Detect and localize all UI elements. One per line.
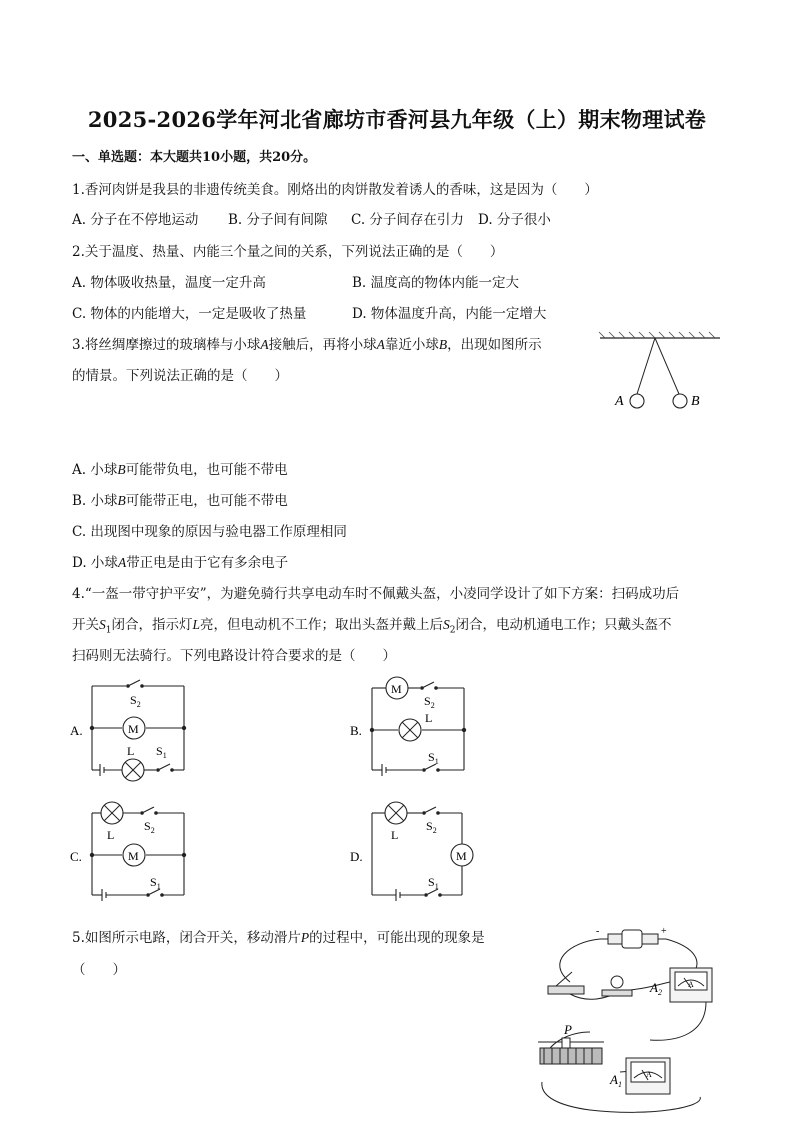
question-5-stem: 5.如图所示电路，闭合开关，移动滑片P的过程中，可能出现的现象是 — [72, 930, 485, 946]
svg-text:+: + — [661, 926, 667, 937]
svg-text:S2: $S_2$ — [130, 693, 141, 709]
svg-text:L: L — [391, 828, 399, 842]
svg-text:A: A — [646, 1070, 652, 1079]
question-3-option-b: B. 小球B可能带正电，也可能不带电 — [72, 493, 288, 509]
question-1-option-c: C. 分子间存在引力 — [351, 212, 464, 228]
circuit-option-d — [346, 797, 476, 907]
question-4-line2: 开关$S_1$闭合，指示灯L亮，但电动机不工作；取出头盔并戴上后$S_2$闭合，电动机通电工作；只戴头盔不 — [72, 617, 672, 636]
circuit-b-label: B. — [350, 723, 362, 738]
question-2-option-a: A. 物体吸收热量，温度一定升高 — [72, 275, 266, 291]
svg-text:S2: $S_2$ — [144, 819, 155, 835]
ball-b — [673, 394, 687, 408]
svg-text:-: - — [596, 926, 600, 937]
svg-text:S1: $S_1$ — [156, 744, 167, 760]
question-4-line1: 4.“一盔一带守护平安”，为避免骑行共享电动车时不佩戴头盔，小凌同学设计了如下方案：扫码成功后 — [72, 586, 680, 602]
circuit-option-b — [346, 674, 476, 789]
svg-text:M: M — [128, 849, 139, 863]
question-2-option-c: C. 物体的内能增大，一定是吸收了热量 — [72, 306, 307, 322]
circuit-a-label: A. — [70, 723, 83, 738]
svg-text:M: M — [391, 682, 402, 696]
question-2-stem: 2.关于温度、热量、内能三个量之间的关系，下列说法正确的是（ ） — [72, 244, 504, 260]
circuit-c-label: C. — [70, 849, 82, 864]
section-heading: 一、单选题：本大题共10小题，共20分。 — [72, 150, 317, 165]
question-3-option-c: C. 出现图中现象的原因与验电器工作原理相同 — [72, 524, 347, 540]
circuit-d-label: D. — [350, 849, 363, 864]
svg-text:M: M — [128, 722, 139, 736]
question-1-option-d: D. 分子很小 — [478, 212, 551, 228]
pendulum-balls-figure — [595, 330, 725, 415]
svg-text:L: L — [107, 828, 115, 842]
question-1-stem: 1.香河肉饼是我县的非遗传统美食。刚烙出的肉饼散发着诱人的香味，这是因为（ ） — [72, 182, 598, 198]
question-3-option-a: A. 小球B可能带负电，也可能不带电 — [72, 462, 288, 478]
circuit-option-a — [66, 676, 196, 791]
svg-text:S1: $S_1$ — [150, 875, 161, 891]
question-2-option-d: D. 物体温度升高，内能一定增大 — [352, 306, 547, 322]
question-3-stem: 3.将丝绸摩擦过的玻璃棒与小球A接触后，再将小球A靠近小球B，出现如图所示 — [72, 337, 542, 353]
ball-b-label: B — [691, 394, 700, 409]
svg-text:S1: $S_1$ — [428, 750, 439, 766]
svg-text:A1: $A_1$ — [610, 1072, 622, 1089]
ball-a-label: A — [615, 394, 624, 409]
question-1-option-b: B. 分子间有间隙 — [228, 212, 328, 228]
svg-text:S2: $S_2$ — [426, 819, 437, 835]
svg-text:A2: $A_2$ — [650, 980, 662, 997]
question-3-stem-line2: 的情景。下列说法正确的是（ ） — [72, 368, 288, 384]
svg-text:A: A — [688, 980, 694, 989]
question-1-option-a: A. 分子在不停地运动 — [72, 212, 199, 228]
question-2-option-b: B. 温度高的物体内能一定大 — [352, 275, 520, 291]
svg-text:L: L — [127, 744, 135, 758]
svg-text:L: L — [425, 711, 433, 725]
svg-text:S1: $S_1$ — [428, 875, 439, 891]
question-4-line3: 扫码则无法骑行。下列电路设计符合要求的是（ ） — [72, 648, 396, 664]
question-5-stem-line2: （ ） — [72, 962, 126, 978]
ball-a — [630, 394, 644, 408]
svg-text:P: P — [564, 1022, 572, 1037]
svg-text:S2: $S_2$ — [424, 694, 435, 710]
question-3-option-d: D. 小球A带正电是由于它有多余电子 — [72, 555, 289, 571]
page-title: 2025-2026学年河北省廊坊市香河县九年级（上）期末物理试卷 — [87, 107, 707, 132]
circuit-option-c — [66, 797, 196, 907]
experiment-circuit-figure — [530, 922, 730, 1122]
svg-text:M: M — [456, 849, 467, 863]
